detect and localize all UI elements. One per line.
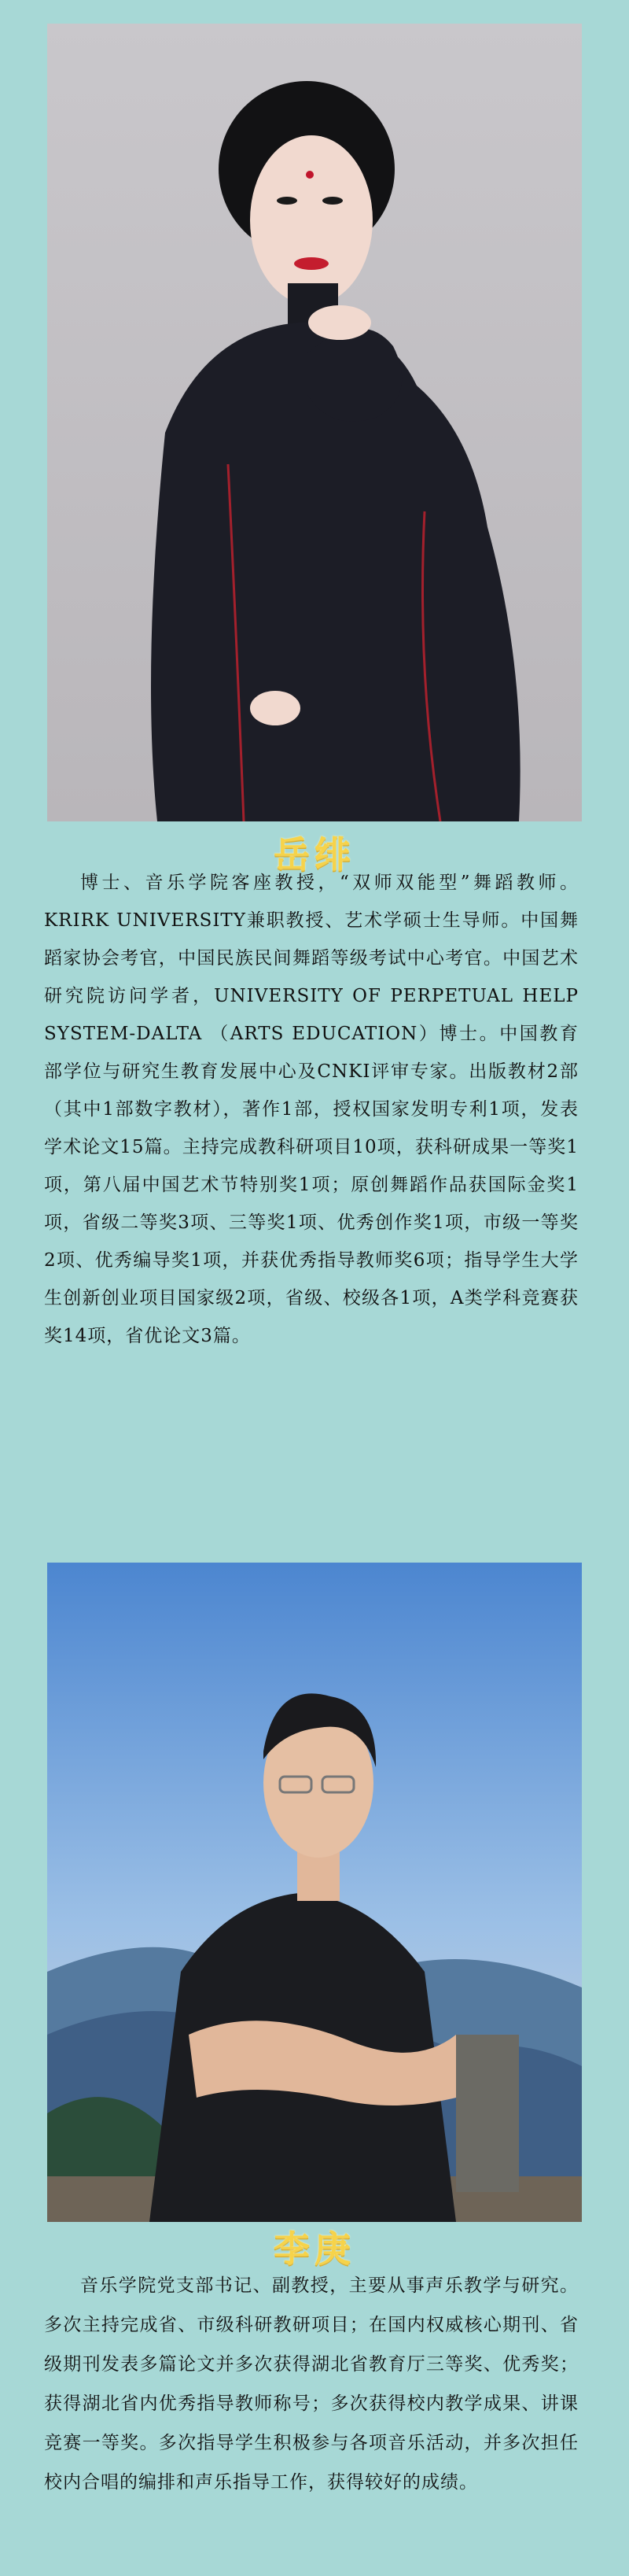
profile-bio: 音乐学院党支部书记、副教授，主要从事声乐教学与研究。多次主持完成省、市级科研教研项目；在国内权威核心期刊、省级期刊发表多篇论文并多次获得湖北省教育厅三等奖、优秀奖；获得湖北省内优秀指导教师称号；多次获得校内教学成果、讲课竞赛一等奖。多次指导学生积极参与各项音乐活动，并多次担任校内合唱的编排和声乐指导工作，获得较好的成绩。 (44, 2275, 579, 2493)
profile-photo-ligeng (47, 1563, 582, 2222)
profile-bio: 博士、音乐学院客座教授，“双师双能型”舞蹈教师。KRIRK UNIVERSITY兼职教授、艺术学硕士生导师。中国舞蹈家协会考官，中国民族民间舞蹈等级考试中心考官。中国艺术研究院访问学者，UNIVERSITY OF PERPETUAL HELP SYSTEM-DALTA （ARTS EDUCATION）博士。中国教育部学位与研究生教育发展中心及CNKI评审专家。出版教材2部（其中1部数字教材），著作1部，授权国家发明专利1项，发表学术论文15篇。主持完成教科研项目10项，获科研成果一等奖1项，第八届中国艺术节特别奖1项；原创舞蹈作品获国际金奖1项，省级二等奖3项、三等奖1项、优秀创作奖1项，市级一等奖2项、优秀编导奖1项，并获优秀指导教师奖6项；指导学生大学生创新创业项目国家级2项，省级、校级各1项，A类学科竞赛获奖14项，省优论文3篇。 (44, 873, 579, 1346)
profile-name: 李庚 (274, 2227, 355, 2270)
profile-photo-yuefei (47, 24, 582, 821)
profile-name: 岳绯 (274, 833, 355, 876)
